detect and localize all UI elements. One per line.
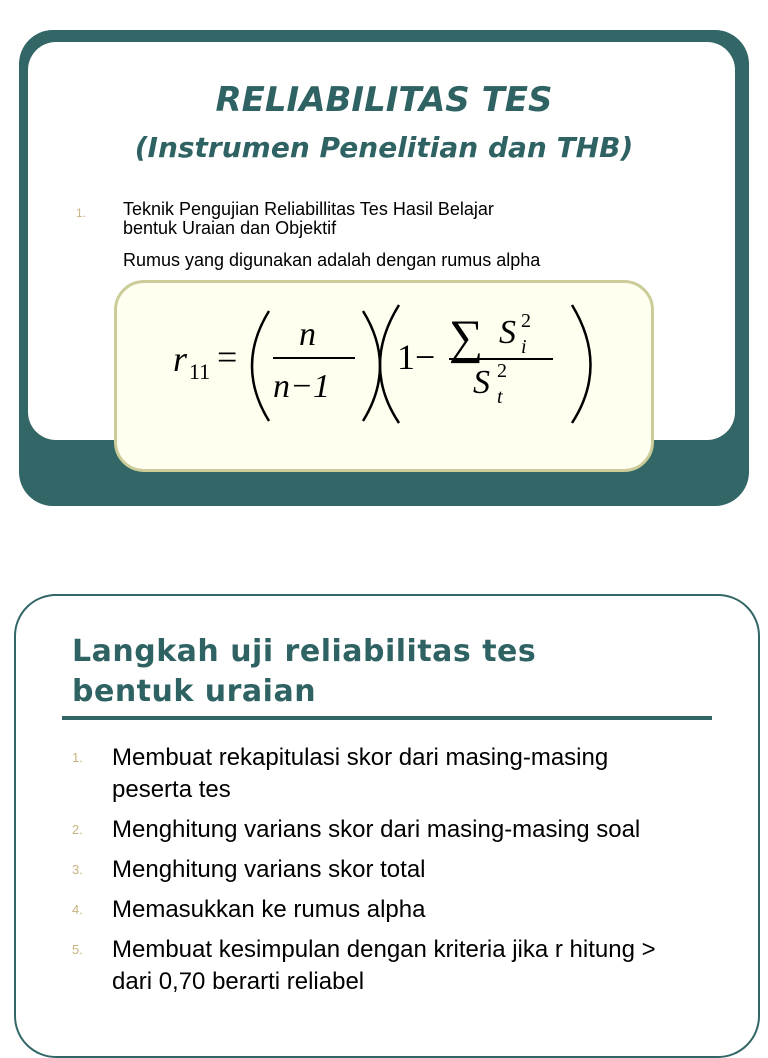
formula-frac2-den-var: S [473,364,490,401]
list-item-line-2: bentuk Uraian dan Objektif [123,218,337,238]
list-item [72,854,702,886]
formula-sum-sign: ∑ [449,311,484,364]
formula-frac2-num-var: S [499,314,516,351]
formula-frac2-num-sup: 2 [521,310,531,332]
slide-2-title-line-2: bentuk uraian [72,674,317,709]
formula-frac2-den-sub: t [497,386,503,408]
formula-frac1-numerator: n [299,316,316,353]
list-item-text: Membuat kesimpulan dengan kriteria jika r hitung > dari 0,70 berarti reliabel [112,936,656,995]
formula-box [114,280,654,472]
formula-intro-text: Rumus yang digunakan adalah dengan rumus alpha [123,250,541,270]
list-item-number: 1. [72,750,83,765]
formula-paren-right-1 [363,311,380,421]
list-item [72,742,702,806]
list-item-number: 5. [72,942,83,957]
list-item-number: 4. [72,902,83,917]
list-item-line-1: Teknik Pengujian Reliabillitas Tes Hasil Belajar [123,199,494,219]
list-item-number: 1. [76,206,87,220]
list-item-number: 3. [72,862,83,877]
formula-frac2-den-sup: 2 [497,360,507,382]
list-item-text: Membuat rekapitulasi skor dari masing-masing peserta tes [112,744,609,803]
formula-frac1-denominator: n−1 [273,368,330,405]
title-underline-divider [62,716,712,720]
list-item [72,934,702,998]
list-item [72,894,702,926]
steps-list [72,742,702,1006]
list-item-text: Menghitung varians skor dari masing-masing soal [112,816,641,843]
list-item-text [123,200,643,238]
alpha-formula [117,283,657,475]
formula-one-minus: 1− [397,337,436,377]
list-item-number: 2. [72,822,83,837]
slide-2-title-line-1: Langkah uji reliabilitas tes [72,634,537,669]
slide-1-title: RELIABILITAS TES [215,80,553,120]
formula-paren-right-2 [572,305,591,423]
formula-frac2-num-sub: i [521,336,527,358]
list-item-text: Menghitung varians skor total [112,856,426,883]
slide-1-subtitle: (Instrumen Penelitian dan THB) [134,131,634,164]
formula-r: r [173,339,188,379]
formula-equals: = [217,337,238,377]
list-item-text: Memasukkan ke rumus alpha [112,896,426,923]
list-item [72,814,702,846]
formula-paren-left-1 [252,311,269,421]
formula-r-subscript: 11 [189,359,211,384]
slide-2-title [72,632,692,712]
